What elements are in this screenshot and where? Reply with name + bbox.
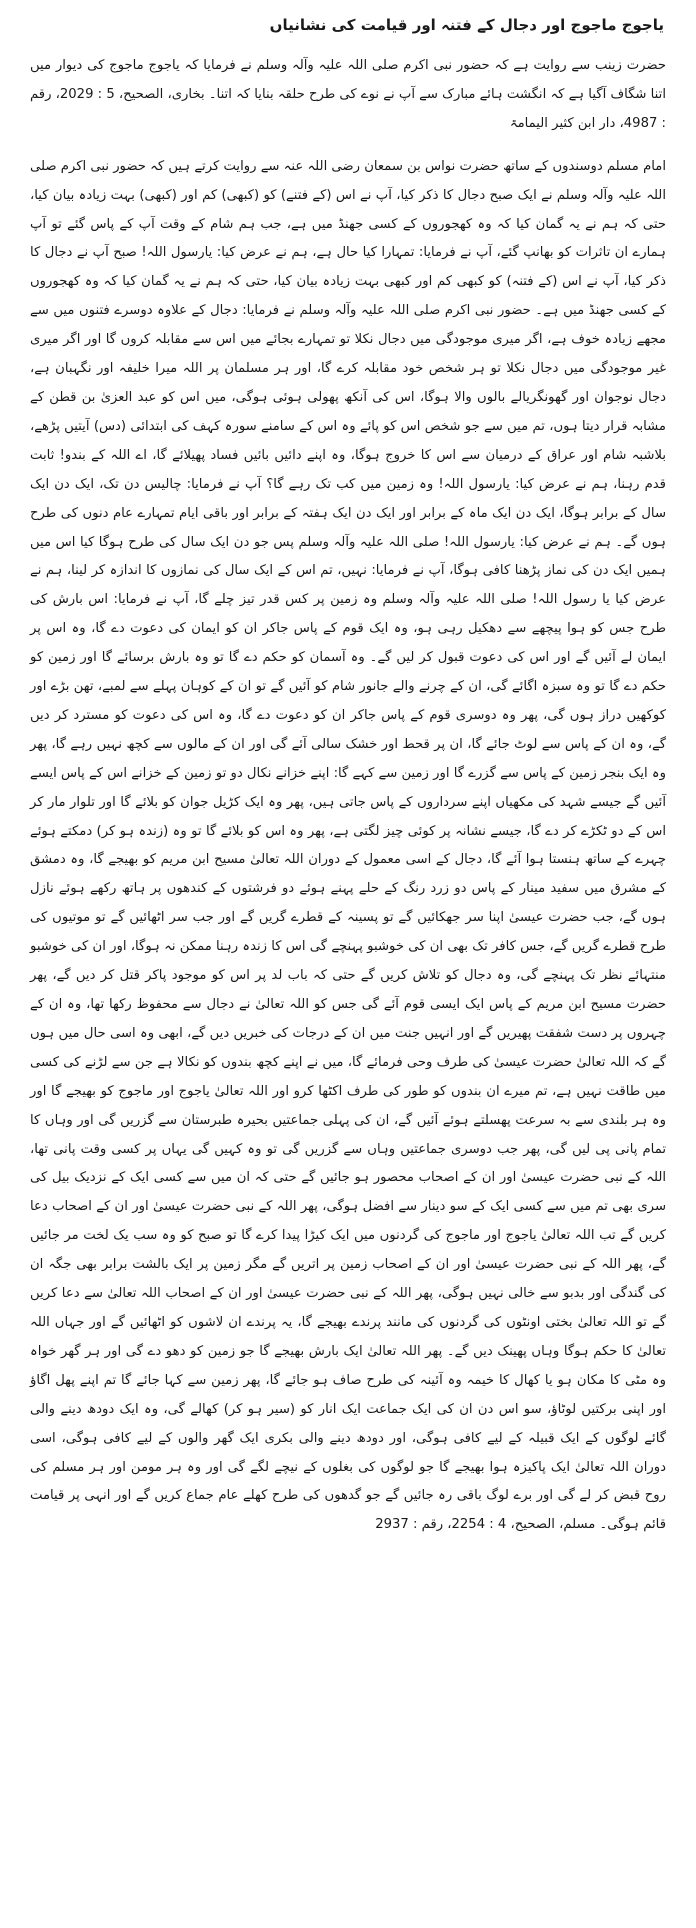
hadith-paragraph-zainab: حضرت زینب سے روایت ہے کہ حضور نبی اکرم صلی اللہ علیہ وآلہ وسلم نے فرمایا کہ یاجوج ماجوج کی دیوار میں اتنا شگاف آگیا ہے کہ انگشت ہائے مبارک سے آپ نے نوے کی طرح حلقہ بنایا کہ اتنا۔ بخاری، الصحیح، 5 : 2029، رقم : 4987، دار ابن کثیر الیمامۃ [30,58,666,131]
page-title: یاجوج ماجوج اور دجال کے فتنہ اور قیامت کی نشانیاں [269,16,664,34]
hadith-paragraph-nawwas: امام مسلم دوسندوں کے ساتھ حضرت نواس بن سمعان رضی اللہ عنہ سے روایت کرتے ہیں کہ حضور نبی اکرم صلی اللہ علیہ وآلہ وسلم نے ایک صبح دجال کا ذکر کیا، آپ نے اس (کے فتنے) کو (کبھی) کم اور (کبھی) بہت زیادہ بیان کیا، حتی کہ ہم نے یہ گمان کیا کہ وہ کھجوروں کے کسی جھنڈ میں ہے، جب ہم شام کے وقت آپ کے پاس گئے تو آپ ہمارے ان تاثرات کو بھانپ گئے، آپ نے فرمایا: تمہارا کیا حال ہے، ہم نے عرض کیا: یارسول اللہ! صبح آپ نے دجال کا ذکر کیا، آپ نے اس (کے فتنہ) کو کبھی کم اور کبھی بہت زیادہ بیان کیا، حتی کہ ہم نے یہ گمان کیا کہ وہ کھجوروں کے کسی جھنڈ میں ہے۔ حضور نبی اکرم صلی اللہ علیہ وآلہ وسلم نے فرمایا: دجال کے علاوہ دوسرے فتنوں میں سے مجھے زیادہ خوف ہے، اگر میری موجودگی میں دجال نکلا تو تمہارے بجائے میں اس سے مقابلہ کروں گا اور اگر میری غیر موجودگی میں دجال نکلا تو ہر شخص خود مقابلہ کرے گا، اور ہر مسلمان پر اللہ میرا خلیفہ اور نگہبان ہے، دجال نوجوان اور گھونگریالے بالوں والا ہوگا، اس کی آنکھ پھولی ہوئی ہوگی، میں اس کو عبد العزیٰ بن قطن کے مشابہ قرار دیتا ہوں، تم میں سے جو شخص اس کو پائے وہ اس کے سامنے سورہ کہف کی ابتدائی (دس) آیتیں پڑھے، بلاشبہ شام اور عراق کے درمیان سے اس کا خروج ہوگا، وہ اپنے دائیں بائیں فساد پھیلائے گا، اے اللہ کے بندو! ثابت قدم رہنا، ہم نے عرض کیا: یارسول اللہ! وہ زمین میں کب تک رہے گا؟ آپ نے فرمایا: چالیس دن تک، ایک دن ایک سال کے برابر ہوگا، ایک دن ایک ماہ کے برابر اور ایک دن ایک ہفتہ کے برابر اور باقی ایام تمہارے عام دنوں کی طرح ہوں گے۔ ہم نے عرض کیا: یارسول اللہ! صلی اللہ علیہ وآلہ وسلم پس جو دن ایک سال کی طرح ہوگا کیا اس میں ہمیں ایک دن کی نماز پڑھنا کافی ہوگا، آپ نے فرمایا: نہیں، تم اس کے ایک سال کی نمازوں کا اندازہ کر لینا، ہم نے عرض کیا یا رسول اللہ! صلی اللہ علیہ وآلہ وسلم وہ زمین پر کس قدر تیز چلے گا، آپ نے فرمایا: اس بارش کی طرح جس کو ہوا پیچھے سے دھکیل رہی ہو، وہ ایک قوم کے پاس جاکر ان کو ایمان کی دعوت دے گا، وہ اس پر ایمان لے آئیں گے اور اس کی دعوت قبول کر لیں گے۔ وہ آسمان کو حکم دے گا تو وہ بارش برسائے گا اور زمین کو حکم دے گا تو وہ سبزہ اگائے گی، ان کے چرنے والے جانور شام کو آئیں گے تو ان کے کوہان پہلے سے لمبے، تھن بڑے اور کوکھیں دراز ہوں گی، پھر وہ دوسری قوم کے پاس جاکر ان کو دعوت دے گا، وہ اس کی دعوت کو مسترد کر دیں گے، وہ ان کے پاس سے لوٹ جائے گا، ان پر قحط اور خشک سالی آئے گی اور ان کے مالوں سے کچھ نہیں رہے گا، پھر وہ ایک بنجر زمین کے پاس سے گزرے گا اور زمین سے کہے گا: اپنے خزانے نکال دو تو زمین کے خزانے اس کے پاس ایسے آئیں گے جیسے شہد کی مکھیاں اپنے سرداروں کے پاس جاتی ہیں، پھر وہ ایک کڑیل جوان کو بلائے گا اور تلوار مار کر اس کے دو ٹکڑے کر دے گا، جیسے نشانہ پر کوئی چیز لگتی ہے، پھر وہ اس کو بلائے گا تو وہ (زندہ ہو کر) دمکتے ہوئے چہرے کے ساتھ ہنستا ہوا آئے گا، دجال کے اسی معمول کے دوران اللہ تعالیٰ مسیح ابن مریم کو بھیجے گا، وہ دمشق کے مشرق میں سفید مینار کے پاس دو زرد رنگ کے حلے پہنے ہوئے دو فرشتوں کے کندھوں پر ہاتھ رکھے ہوئے نازل ہوں گے، جب حضرت عیسیٰ اپنا سر جھکائیں گے تو پسینہ کے قطرے گریں گے اور جب سر اٹھائیں گے تو موتیوں کی طرح قطرے گریں گے، جس کافر تک بھی ان کی خوشبو پہنچے گی اس کا زندہ رہنا ممکن نہ ہوگا، اور ان کی خوشبو منتہائے نظر تک پہنچے گی، وہ دجال کو تلاش کریں گے حتی کہ باب لد پر اس کو موجود پاکر قتل کر دیں گے، پھر حضرت مسیح ابن مریم کے پاس ایک ایسی قوم آئے گی جس کو اللہ تعالیٰ نے دجال سے محفوظ رکھا تھا، وہ ان کے چہروں پر دست شفقت پھیریں گے اور انہیں جنت میں ان کے درجات کی خبریں دیں گے، ابھی وہ اسی حال میں ہوں گے کہ اللہ تعالیٰ حضرت عیسیٰ کی طرف وحی فرمائے گا، میں نے اپنے کچھ بندوں کو نکالا ہے جن سے لڑنے کی کسی میں طاقت نہیں ہے، تم میرے ان بندوں کو طور کی طرف اکٹھا کرو اور اللہ تعالیٰ یاجوج اور ماجوج کو بھیجے گا اور وہ ہر بلندی سے بہ سرعت پھسلتے ہوئے آئیں گے، ان کی پہلی جماعتیں بحیرہ طبرستان سے گزریں گی اور وہاں کا تمام پانی پی لیں گی، پھر جب دوسری جماعتیں وہاں سے گزریں گی تو وہ کہیں گی یہاں پر کسی وقت پانی تھا، اللہ کے نبی حضرت عیسیٰ اور ان کے اصحاب محصور ہو جائیں گے حتی کہ ان میں سے کسی ایک کے نزدیک بیل کی سری بھی تم میں سے کسی ایک کے سو دینار سے افضل ہوگی، پھر اللہ کے نبی حضرت عیسیٰ اور ان کے اصحاب دعا کریں گے تب اللہ تعالیٰ یاجوج اور ماجوج کی گردنوں میں ایک کیڑا پیدا کرے گا تو صبح کو وہ سب یک لخت مر جائیں گے، پھر اللہ کے نبی حضرت عیسیٰ اور ان کے اصحاب زمین پر اتریں گے مگر زمین پر ایک بالشت برابر بھی جگہ ان کی گندگی اور بدبو سے خالی نہیں ہوگی، پھر اللہ کے نبی حضرت عیسیٰ اور ان کے اصحاب اللہ تعالیٰ سے دعا کریں گے تو اللہ تعالیٰ بختی اونٹوں کی گردنوں کی مانند پرندے بھیجے گا، یہ پرندے ان لاشوں کو اٹھائیں گے اور جہاں اللہ تعالیٰ کا حکم ہوگا وہاں پھینک دیں گے۔ پھر اللہ تعالیٰ ایک بارش بھیجے گا جو زمین کو دھو دے گی اور ہر گھر خواہ وہ مٹی کا مکان ہو یا کھال کا خیمہ وہ آئینہ کی طرح صاف ہو جائے گا، پھر زمین سے کہا جائے گا تم اپنے پھل اگاؤ اور اپنی برکتیں لوٹاؤ، سو اس دن ان کی ایک جماعت ایک انار کو (سیر ہو کر) کھالے گی، وہ ایک دودھ دینے والی گائے لوگوں کے ایک قبیلہ کے لیے کافی ہوگی، اور دودھ دینے والی بکری ایک گھر والوں کے لیے کافی ہوگی، اسی دوران اللہ تعالیٰ ایک پاکیزہ ہوا بھیجے گا جو لوگوں کی بغلوں کے نیچے لگے گی اور وہ ہر مومن اور ہر مسلم کی روح قبض کر لے گی اور برے لوگ باقی رہ جائیں گے جو گدھوں کی طرح کھلے عام جماع کریں گے اور انہی پر قیامت قائم ہوگی۔ مسلم، الصحیح، 4 : 2254، رقم : 2937 [30,158,666,1533]
